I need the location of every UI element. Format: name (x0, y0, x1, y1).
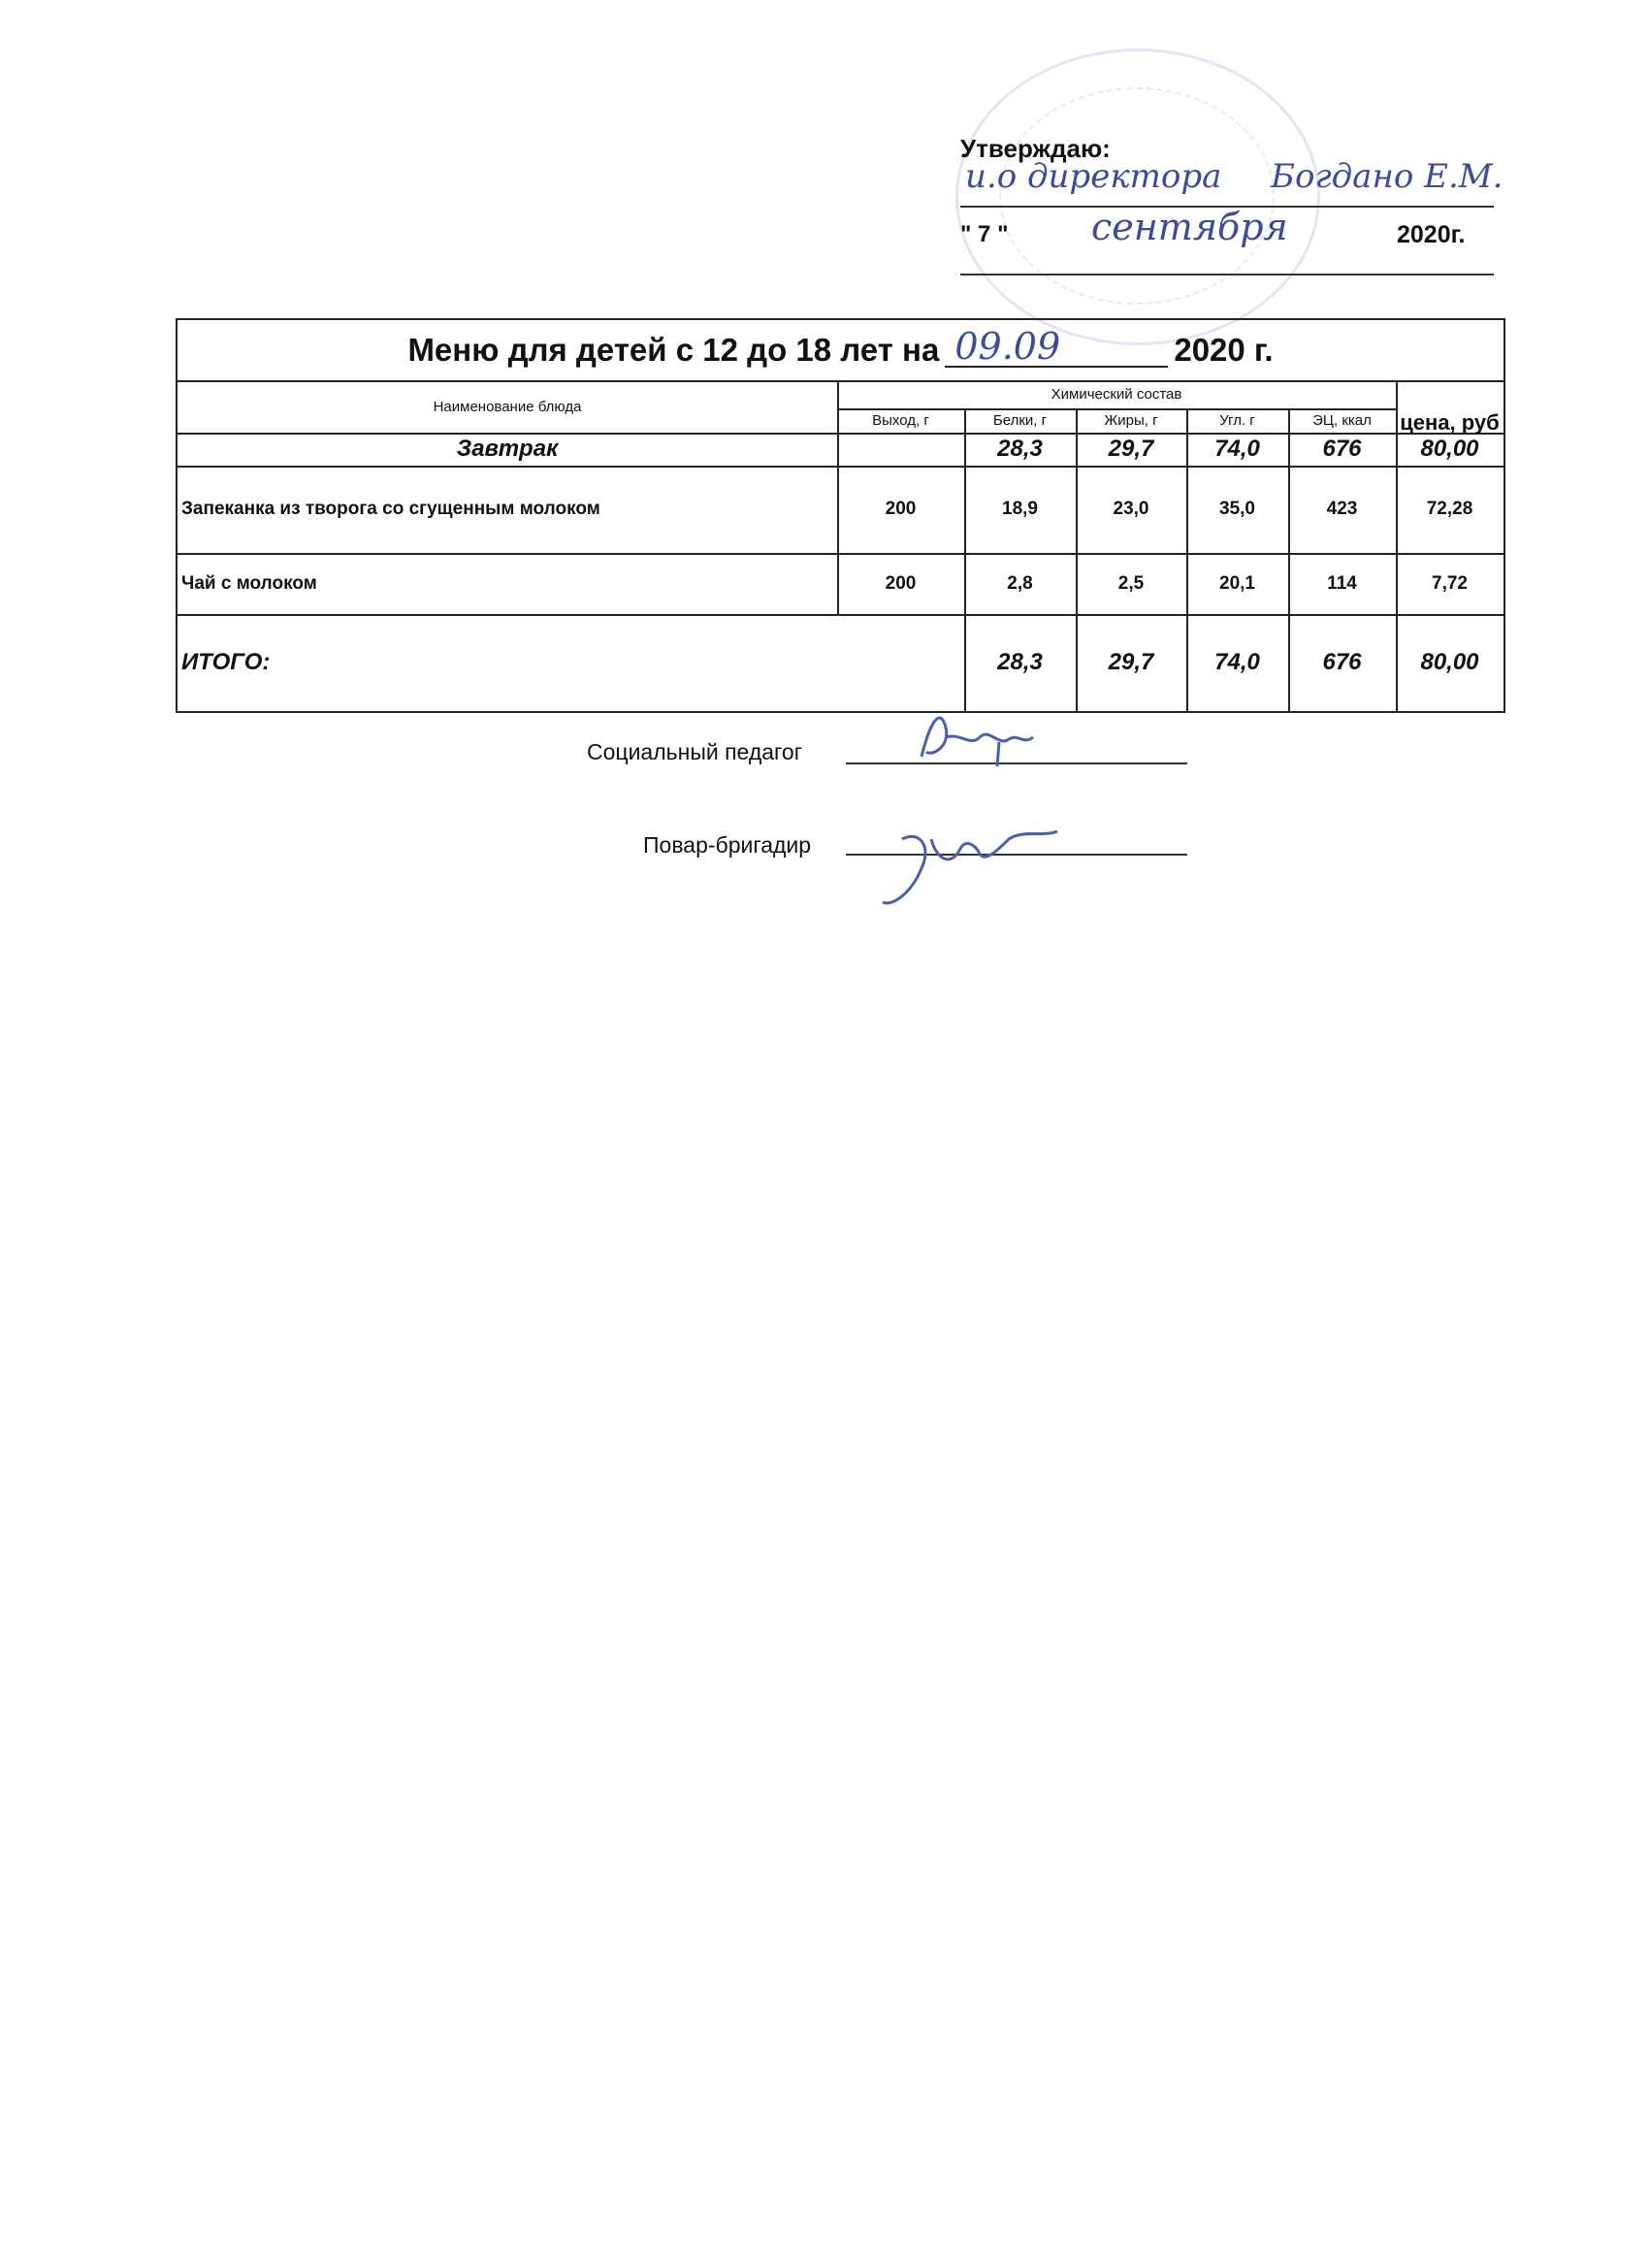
meal-name: Завтрак (456, 436, 559, 462)
meal-carbs: 74,0 (1214, 436, 1260, 462)
dish-carbs: 35,0 (1219, 499, 1255, 519)
meal-fat: 29,7 (1108, 436, 1154, 462)
approval-line-2 (960, 274, 1494, 275)
total-price: 80,00 (1420, 649, 1479, 675)
menu-title-suffix: 2020 г. (1174, 332, 1274, 368)
menu-title-prefix: Меню для детей с 12 до 18 лет на (407, 332, 940, 368)
signature-chef (863, 810, 1077, 917)
meal-protein: 28,3 (997, 436, 1043, 462)
total-protein: 28,3 (997, 649, 1043, 675)
header-protein: Белки, г (992, 412, 1048, 429)
dish-fat: 2,5 (1117, 572, 1145, 594)
menu-title (178, 320, 1504, 380)
total-kcal: 676 (1322, 649, 1362, 675)
dish-carbs: 20,1 (1219, 572, 1255, 594)
stamp-seal-inner (999, 87, 1275, 305)
meal-kcal: 676 (1322, 436, 1362, 462)
approval-year: 2020г. (1397, 221, 1466, 248)
menu-date: 09.09 (954, 325, 1061, 368)
approval-name: Богдано Е.М. (1271, 157, 1504, 196)
header-dish: Наименование блюда (433, 398, 582, 415)
approval-month: сентября (1091, 206, 1288, 248)
header-yield: Выход, г (872, 412, 929, 429)
meal-price: 80,00 (1420, 436, 1479, 462)
menu-table (176, 318, 1505, 713)
dish-protein: 18,9 (1002, 499, 1038, 519)
total-carbs: 74,0 (1214, 649, 1260, 675)
dish-price: 7,72 (1432, 572, 1468, 594)
dish-protein: 2,8 (1007, 572, 1033, 594)
dish-name: Запеканка из творога со сгущенным молоком (181, 499, 600, 519)
header-kcal: ЭЦ, ккал (1312, 412, 1372, 429)
signature-social-pedagogue (902, 698, 1067, 776)
dish-yield: 200 (885, 499, 917, 519)
dish-price: 72,28 (1426, 499, 1473, 519)
approval-position: и.о директора (965, 157, 1222, 196)
header-fat: Жиры, г (1104, 412, 1158, 429)
total-label: ИТОГО: (181, 649, 271, 675)
dish-kcal: 423 (1326, 499, 1358, 519)
header-chem: Химический состав (1051, 386, 1182, 403)
approval-day: " 7 " (960, 221, 1009, 247)
dish-yield: 200 (885, 572, 917, 594)
total-fat: 29,7 (1108, 649, 1154, 675)
approval-title: Утверждаю: (960, 134, 1111, 163)
header-carbs: Угл. г (1219, 412, 1255, 429)
sig-label-chef: Повар-бригадир (643, 832, 812, 858)
header-price: цена, руб (1400, 410, 1500, 435)
dish-fat: 23,0 (1113, 499, 1149, 519)
dish-name: Чай с молоком (181, 572, 317, 594)
dish-kcal: 114 (1327, 572, 1357, 594)
sig-label-social-pedagogue: Социальный педагог (587, 739, 803, 764)
menu-date-field (945, 325, 1168, 368)
